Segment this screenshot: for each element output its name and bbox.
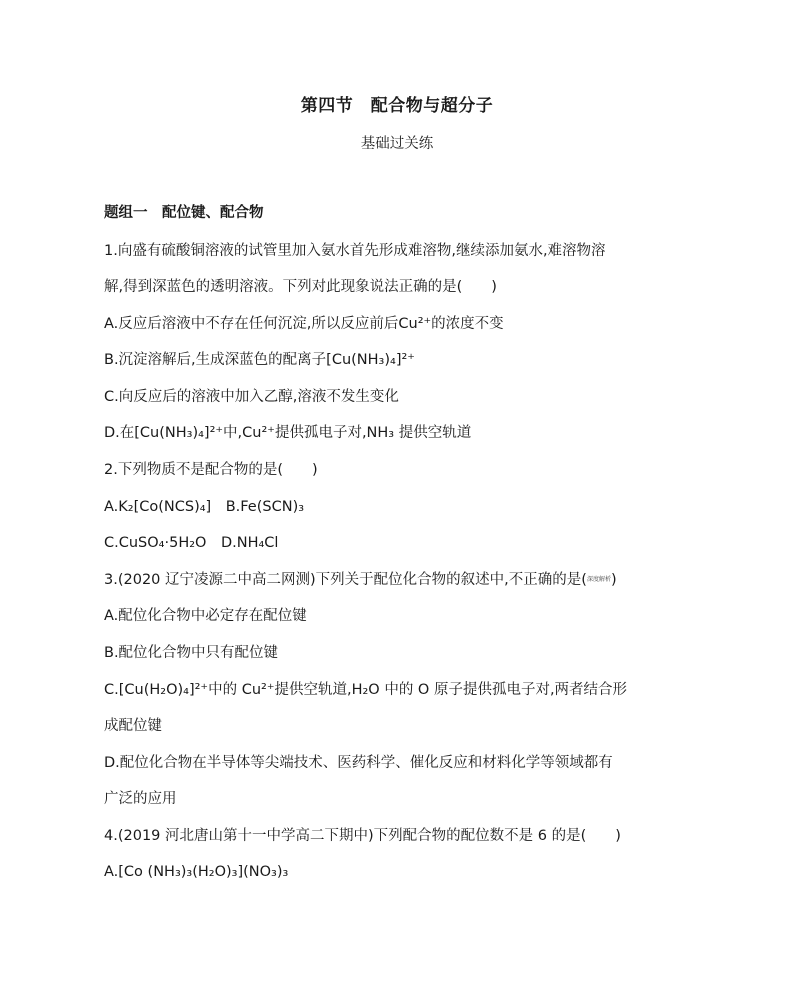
q1-stem-line1: 1.向盛有硫酸铜溶液的试管里加入氨水首先形成难溶物,继续添加氨水,难溶物溶 — [104, 243, 606, 259]
q3-option-c-line2: 成配位键 — [104, 718, 162, 734]
q1-stem-line2: 解,得到深蓝色的透明溶液。下列对此现象说法正确的是( ) — [104, 279, 497, 295]
q1-option-d: D.在[Cu(NH₃)₄]²⁺中,Cu²⁺提供孤电子对,NH₃ 提供空轨道 — [104, 425, 472, 441]
q4-option-a: A.[Co (NH₃)₃(H₂O)₃](NO₃)₃ — [104, 864, 289, 880]
page-subtitle: 基础过关练 — [360, 136, 434, 152]
q3-option-d-line1: D.配位化合物在半导体等尖端技术、医药科学、催化反应和材料化学等领域都有 — [104, 755, 613, 771]
q2-options-ab: A.K₂[Co(NCS)₄] B.Fe(SCN)₃ — [104, 499, 305, 515]
q2-options-cd: C.CuSO₄·5H₂O D.NH₄Cl — [104, 535, 279, 551]
q3-tag: 深度解析 — [586, 576, 611, 583]
q1-option-a: A.反应后溶液中不存在任何沉淀,所以反应前后Cu²⁺的浓度不变 — [104, 316, 504, 332]
q1-option-b: B.沉淀溶解后,生成深蓝色的配离子[Cu(NH₃)₄]²⁺ — [104, 352, 415, 368]
q3-stem-text: 3.(2020 辽宁凌源二中高二网测)下列关于配位化合物的叙述中,不正确的是( — [104, 572, 587, 588]
q3-option-c-line1: C.[Cu(H₂O)₄]²⁺中的 Cu²⁺提供空轨道,H₂O 中的 O 原子提供孤电子对,两者结合形 — [104, 682, 628, 698]
q3-option-b: B.配位化合物中只有配位键 — [104, 645, 279, 661]
page-title: 第四节 配合物与超分子 — [300, 96, 494, 116]
section-heading: 题组一 配位键、配合物 — [104, 205, 264, 221]
q3-option-d-line2: 广泛的应用 — [104, 791, 177, 807]
q3-stem — [104, 570, 617, 590]
q1-option-c: C.向反应后的溶液中加入乙醇,溶液不发生变化 — [104, 389, 399, 405]
q2-stem: 2.下列物质不是配合物的是( ) — [104, 462, 318, 478]
q4-stem: 4.(2019 河北唐山第十一中学高二下期中)下列配合物的配位数不是 6 的是( ) — [104, 828, 621, 844]
q3-option-a: A.配位化合物中必定存在配位键 — [104, 608, 307, 624]
q3-stem-end: ) — [610, 572, 617, 588]
